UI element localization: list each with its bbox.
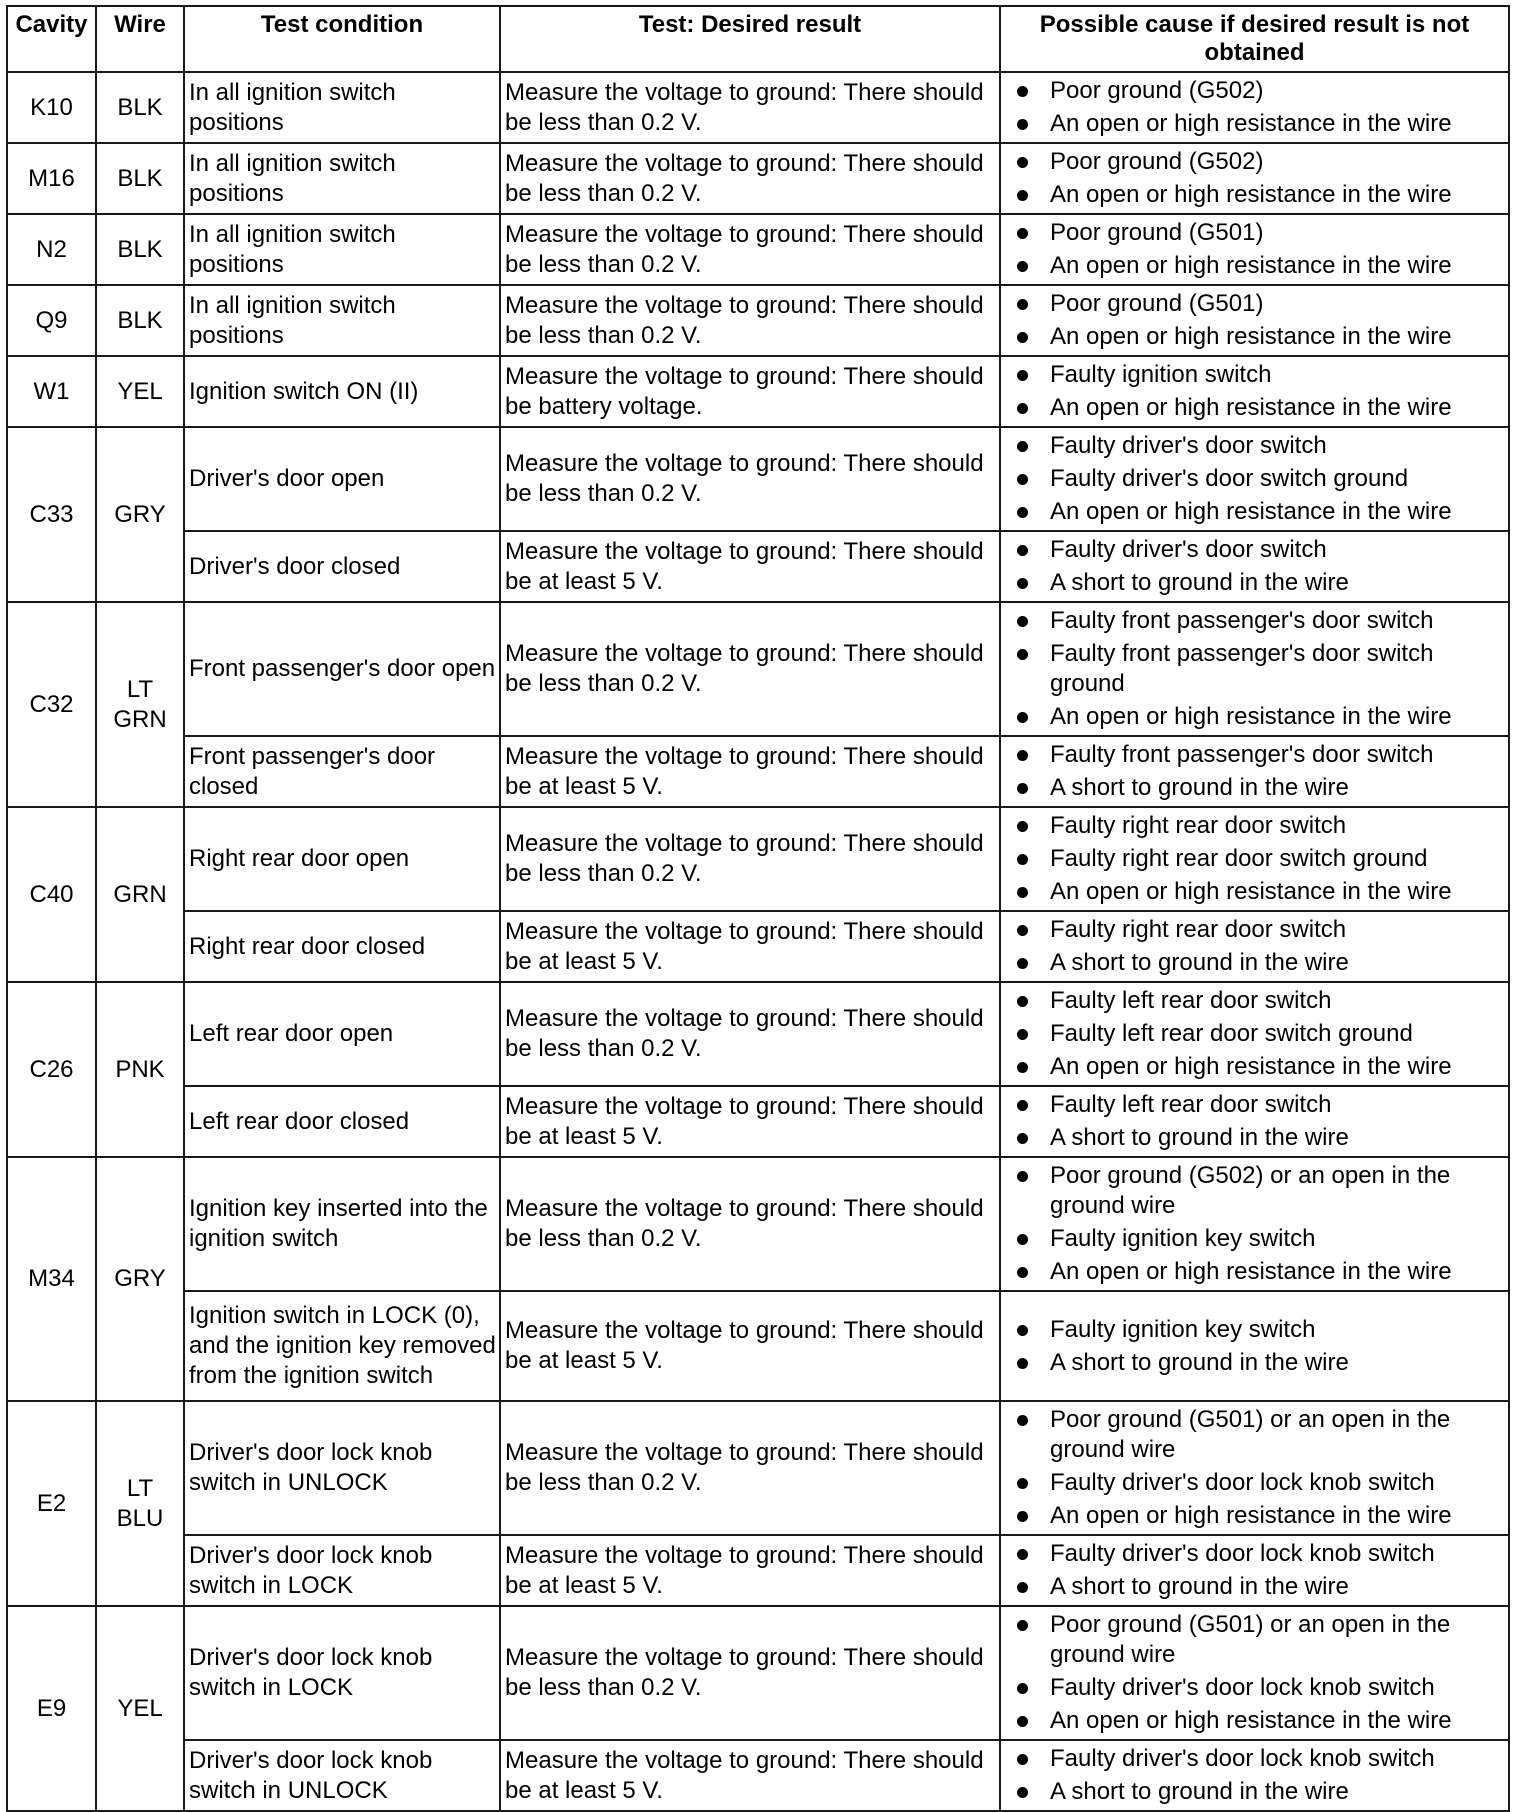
cause-text: Faulty front passenger's door switch ground: [1050, 640, 1434, 697]
bullet-icon: [1017, 854, 1028, 865]
cause-text: Faulty left rear door switch ground: [1050, 1020, 1413, 1047]
cause-text: Faulty driver's door switch: [1050, 536, 1327, 563]
cause-text: Poor ground (G502) or an open in the ground wire: [1050, 1162, 1451, 1219]
desired-result-cell: Measure the voltage to ground: There should be at least 5 V.: [500, 1291, 1000, 1401]
cause-item: [1017, 1224, 1504, 1254]
cause-item: [1017, 1501, 1504, 1531]
cause-text: Faulty driver's door switch ground: [1050, 465, 1409, 492]
cause-text: Faulty right rear door switch: [1050, 916, 1347, 943]
wire-color-cell: YEL: [96, 356, 184, 427]
table-row: [7, 285, 1509, 356]
desired-result-cell: Measure the voltage to ground: There should be less than 0.2 V.: [500, 143, 1000, 214]
cause-text: An open or high resistance in the wire: [1050, 1707, 1452, 1734]
cause-text: An open or high resistance in the wire: [1050, 1502, 1452, 1529]
cause-item: [1017, 1315, 1504, 1345]
wire-color-cell: BLK: [96, 143, 184, 214]
cause-item: [1017, 1405, 1504, 1465]
cause-item: [1017, 1257, 1504, 1287]
bullet-icon: [1017, 261, 1028, 272]
cavity-cell: Q9: [7, 285, 96, 356]
possible-cause-cell: [1000, 982, 1509, 1086]
cause-item: [1017, 702, 1504, 732]
table-row: [7, 1291, 1509, 1401]
cause-text: A short to ground in the wire: [1050, 1124, 1349, 1151]
table-row: [7, 982, 1509, 1086]
cause-text: Faulty driver's door lock knob switch: [1050, 1540, 1435, 1567]
bullet-icon: [1017, 1267, 1028, 1278]
table-row: [7, 602, 1509, 736]
cause-item: [1017, 1468, 1504, 1498]
cause-text: Poor ground (G502): [1050, 148, 1264, 175]
test-condition-cell: Right rear door closed: [184, 911, 500, 982]
bullet-icon: [1017, 1478, 1028, 1489]
cause-item: [1017, 535, 1504, 565]
test-condition-cell: Front passenger's door closed: [184, 736, 500, 807]
desired-result-cell: Measure the voltage to ground: There should be less than 0.2 V.: [500, 214, 1000, 285]
cause-item: [1017, 811, 1504, 841]
wire-color-cell: GRN: [96, 807, 184, 982]
possible-cause-cell: [1000, 143, 1509, 214]
bullet-icon: [1017, 119, 1028, 130]
cause-item: [1017, 1572, 1504, 1602]
cause-item: [1017, 639, 1504, 699]
possible-cause-cell: [1000, 214, 1509, 285]
cause-item: [1017, 1539, 1504, 1569]
cause-item: [1017, 1610, 1504, 1670]
cause-text: Faulty left rear door switch: [1050, 987, 1332, 1014]
bullet-icon: [1017, 1549, 1028, 1560]
wire-color-cell: YEL: [96, 1606, 184, 1811]
cavity-cell: C33: [7, 427, 96, 602]
bullet-icon: [1017, 887, 1028, 898]
bullet-icon: [1017, 958, 1028, 969]
cause-text: A short to ground in the wire: [1050, 1348, 1349, 1376]
test-condition-cell: Driver's door lock knob switch in UNLOCK: [184, 1401, 500, 1535]
bullet-icon: [1017, 228, 1028, 239]
bullet-icon: [1017, 86, 1028, 97]
table-body: [7, 72, 1509, 1811]
bullet-icon: [1017, 299, 1028, 310]
cavity-cell: E9: [7, 1606, 96, 1811]
bullet-icon: [1017, 1787, 1028, 1798]
possible-cause-cell: [1000, 285, 1509, 356]
test-condition-cell: Left rear door open: [184, 982, 500, 1086]
possible-cause-cell: [1000, 1740, 1509, 1811]
cause-item: [1017, 1090, 1504, 1120]
bullet-icon: [1017, 1062, 1028, 1073]
cause-text: Faulty ignition key switch: [1050, 1315, 1316, 1343]
possible-cause-cell: [1000, 531, 1509, 602]
cause-item: [1017, 1744, 1504, 1774]
header-test-condition: Test condition: [184, 6, 500, 72]
test-condition-cell: Ignition switch ON (II): [184, 356, 500, 427]
bullet-icon: [1017, 1358, 1028, 1369]
bullet-icon: [1017, 1133, 1028, 1144]
table-row: [7, 736, 1509, 807]
table-row: [7, 72, 1509, 143]
table-row: [7, 1606, 1509, 1740]
bullet-icon: [1017, 649, 1028, 660]
cause-item: [1017, 431, 1504, 461]
desired-result-cell: Measure the voltage to ground: There should be at least 5 V.: [500, 1740, 1000, 1811]
cause-item: [1017, 109, 1504, 139]
test-condition-cell: Right rear door open: [184, 807, 500, 911]
cause-text: Faulty right rear door switch: [1050, 812, 1347, 839]
test-condition-cell: In all ignition switch positions: [184, 72, 500, 143]
cavity-cell: W1: [7, 356, 96, 427]
possible-cause-cell: [1000, 1086, 1509, 1157]
cavity-cell: K10: [7, 72, 96, 143]
desired-result-cell: Measure the voltage to ground: There should be less than 0.2 V.: [500, 602, 1000, 736]
cause-item: [1017, 948, 1504, 978]
bullet-icon: [1017, 403, 1028, 414]
desired-result-cell: Measure the voltage to ground: There should be less than 0.2 V.: [500, 1401, 1000, 1535]
table-row: [7, 1740, 1509, 1811]
cause-text: Faulty left rear door switch: [1050, 1091, 1332, 1118]
cause-text: An open or high resistance in the wire: [1050, 110, 1452, 137]
cavity-cell: C40: [7, 807, 96, 982]
table-row: [7, 1401, 1509, 1535]
cause-item: [1017, 1161, 1504, 1221]
cause-text: Faulty ignition switch: [1050, 361, 1272, 388]
possible-cause-cell: [1000, 1401, 1509, 1535]
test-condition-cell: Driver's door lock knob switch in LOCK: [184, 1535, 500, 1606]
cause-text: A short to ground in the wire: [1050, 774, 1349, 801]
bullet-icon: [1017, 750, 1028, 761]
desired-result-cell: Measure the voltage to ground: There should be less than 0.2 V.: [500, 982, 1000, 1086]
bullet-icon: [1017, 783, 1028, 794]
test-condition-cell: Driver's door open: [184, 427, 500, 531]
test-condition-cell: In all ignition switch positions: [184, 214, 500, 285]
cause-text: An open or high resistance in the wire: [1050, 394, 1452, 421]
possible-cause-cell: [1000, 736, 1509, 807]
bullet-icon: [1017, 1754, 1028, 1765]
cause-text: Faulty right rear door switch ground: [1050, 845, 1428, 872]
cause-text: An open or high resistance in the wire: [1050, 1258, 1452, 1285]
desired-result-cell: Measure the voltage to ground: There should be at least 5 V.: [500, 911, 1000, 982]
header-desired-result: Test: Desired result: [500, 6, 1000, 72]
table-row: [7, 356, 1509, 427]
bullet-icon: [1017, 332, 1028, 343]
test-condition-cell: Left rear door closed: [184, 1086, 500, 1157]
bullet-icon: [1017, 712, 1028, 723]
cavity-cell: C26: [7, 982, 96, 1157]
cause-text: Faulty driver's door lock knob switch: [1050, 1469, 1435, 1496]
cause-item: [1017, 497, 1504, 527]
header-row: [7, 6, 1509, 72]
table-row: [7, 531, 1509, 602]
test-condition-cell: In all ignition switch positions: [184, 285, 500, 356]
desired-result-cell: Measure the voltage to ground: There should be less than 0.2 V.: [500, 807, 1000, 911]
wire-color-cell: PNK: [96, 982, 184, 1157]
possible-cause-cell: [1000, 72, 1509, 143]
cause-item: [1017, 1123, 1504, 1153]
table-row: [7, 1086, 1509, 1157]
table-row: [7, 1535, 1509, 1606]
cause-item: [1017, 606, 1504, 636]
header-wire: Wire: [96, 6, 184, 72]
desired-result-cell: Measure the voltage to ground: There should be less than 0.2 V.: [500, 1157, 1000, 1291]
possible-cause-cell: [1000, 911, 1509, 982]
table-row: [7, 143, 1509, 214]
cause-item: [1017, 180, 1504, 210]
bullet-icon: [1017, 1683, 1028, 1694]
cause-text: An open or high resistance in the wire: [1050, 323, 1452, 350]
cause-text: Faulty ignition key switch: [1050, 1225, 1316, 1252]
desired-result-cell: Measure the voltage to ground: There should be battery voltage.: [500, 356, 1000, 427]
cause-text: Faulty front passenger's door switch: [1050, 741, 1434, 768]
cause-item: [1017, 568, 1504, 598]
desired-result-cell: Measure the voltage to ground: There should be less than 0.2 V.: [500, 1606, 1000, 1740]
cause-text: An open or high resistance in the wire: [1050, 1053, 1452, 1080]
cavity-cell: C32: [7, 602, 96, 807]
cause-item: [1017, 218, 1504, 248]
table-row: [7, 911, 1509, 982]
desired-result-cell: Measure the voltage to ground: There should be at least 5 V.: [500, 531, 1000, 602]
possible-cause-cell: [1000, 1606, 1509, 1740]
cavity-cell: M34: [7, 1157, 96, 1401]
bullet-icon: [1017, 1325, 1028, 1336]
cause-text: Poor ground (G501) or an open in the ground wire: [1050, 1611, 1451, 1668]
wire-color-cell: LT GRN: [96, 602, 184, 807]
cause-text: An open or high resistance in the wire: [1050, 181, 1452, 208]
cause-text: Faulty driver's door switch: [1050, 432, 1327, 459]
possible-cause-cell: [1000, 1291, 1509, 1401]
cause-text: Faulty driver's door lock knob switch: [1050, 1674, 1435, 1701]
wire-color-cell: GRY: [96, 427, 184, 602]
cause-text: Faulty driver's door lock knob switch: [1050, 1745, 1435, 1772]
bullet-icon: [1017, 370, 1028, 381]
possible-cause-cell: [1000, 1157, 1509, 1291]
cavity-cell: E2: [7, 1401, 96, 1606]
bullet-icon: [1017, 821, 1028, 832]
cause-item: [1017, 360, 1504, 390]
cause-item: [1017, 1673, 1504, 1703]
test-condition-cell: Ignition key inserted into the ignition switch: [184, 1157, 500, 1291]
wire-color-cell: BLK: [96, 285, 184, 356]
desired-result-cell: Measure the voltage to ground: There should be less than 0.2 V.: [500, 427, 1000, 531]
test-condition-cell: In all ignition switch positions: [184, 143, 500, 214]
bullet-icon: [1017, 157, 1028, 168]
test-condition-cell: Driver's door lock knob switch in UNLOCK: [184, 1740, 500, 1811]
cause-text: Faulty front passenger's door switch: [1050, 607, 1434, 634]
bullet-icon: [1017, 441, 1028, 452]
cause-item: [1017, 986, 1504, 1016]
possible-cause-cell: [1000, 427, 1509, 531]
bullet-icon: [1017, 1171, 1028, 1182]
cause-item: [1017, 76, 1504, 106]
bullet-icon: [1017, 1511, 1028, 1522]
bullet-icon: [1017, 1716, 1028, 1727]
bullet-icon: [1017, 474, 1028, 485]
diagnostic-table: [6, 5, 1510, 1812]
cause-item: [1017, 251, 1504, 281]
possible-cause-cell: [1000, 1535, 1509, 1606]
desired-result-cell: Measure the voltage to ground: There should be less than 0.2 V.: [500, 285, 1000, 356]
cause-text: Poor ground (G501): [1050, 219, 1264, 246]
cause-item: [1017, 1706, 1504, 1736]
bullet-icon: [1017, 578, 1028, 589]
cause-item: [1017, 322, 1504, 352]
cause-item: [1017, 289, 1504, 319]
desired-result-cell: Measure the voltage to ground: There should be at least 5 V.: [500, 1535, 1000, 1606]
wire-color-cell: BLK: [96, 214, 184, 285]
bullet-icon: [1017, 1029, 1028, 1040]
desired-result-cell: Measure the voltage to ground: There should be at least 5 V.: [500, 736, 1000, 807]
cause-item: [1017, 147, 1504, 177]
bullet-icon: [1017, 616, 1028, 627]
wire-color-cell: GRY: [96, 1157, 184, 1401]
cause-text: An open or high resistance in the wire: [1050, 703, 1452, 730]
bullet-icon: [1017, 1415, 1028, 1426]
cause-text: An open or high resistance in the wire: [1050, 878, 1452, 905]
desired-result-cell: Measure the voltage to ground: There should be at least 5 V.: [500, 1086, 1000, 1157]
wire-color-cell: BLK: [96, 72, 184, 143]
cause-item: [1017, 1777, 1504, 1807]
test-condition-cell: Front passenger's door open: [184, 602, 500, 736]
test-condition-cell: Ignition switch in LOCK (0), and the ignition key removed from the ignition switch: [184, 1291, 500, 1401]
bullet-icon: [1017, 996, 1028, 1007]
bullet-icon: [1017, 1100, 1028, 1111]
table-row: [7, 214, 1509, 285]
possible-cause-cell: [1000, 807, 1509, 911]
test-condition-cell: Driver's door lock knob switch in LOCK: [184, 1606, 500, 1740]
bullet-icon: [1017, 925, 1028, 936]
bullet-icon: [1017, 190, 1028, 201]
bullet-icon: [1017, 1582, 1028, 1593]
bullet-icon: [1017, 1234, 1028, 1245]
cause-text: A short to ground in the wire: [1050, 949, 1349, 976]
cause-item: [1017, 915, 1504, 945]
possible-cause-cell: [1000, 356, 1509, 427]
cause-item: [1017, 773, 1504, 803]
cause-item: [1017, 393, 1504, 423]
cause-text: Poor ground (G501): [1050, 290, 1264, 317]
cause-text: A short to ground in the wire: [1050, 1778, 1349, 1805]
cavity-cell: N2: [7, 214, 96, 285]
cause-text: Poor ground (G501) or an open in the ground wire: [1050, 1406, 1451, 1463]
table-row: [7, 1157, 1509, 1291]
cause-item: [1017, 1052, 1504, 1082]
cause-item: [1017, 740, 1504, 770]
test-condition-cell: Driver's door closed: [184, 531, 500, 602]
table-row: [7, 427, 1509, 531]
cavity-cell: M16: [7, 143, 96, 214]
wire-color-cell: LT BLU: [96, 1401, 184, 1606]
desired-result-cell: Measure the voltage to ground: There should be less than 0.2 V.: [500, 72, 1000, 143]
bullet-icon: [1017, 507, 1028, 518]
header-possible-cause: Possible cause if desired result is not obtained: [1000, 6, 1509, 72]
cause-text: An open or high resistance in the wire: [1050, 498, 1452, 525]
cause-item: [1017, 877, 1504, 907]
bullet-icon: [1017, 545, 1028, 556]
cause-text: A short to ground in the wire: [1050, 1573, 1349, 1600]
cause-item: [1017, 844, 1504, 874]
cause-text: An open or high resistance in the wire: [1050, 252, 1452, 279]
cause-item: [1017, 464, 1504, 494]
cause-text: Poor ground (G502): [1050, 77, 1264, 104]
table-row: [7, 807, 1509, 911]
cause-text: A short to ground in the wire: [1050, 569, 1349, 596]
bullet-icon: [1017, 1620, 1028, 1631]
cause-item: [1017, 1019, 1504, 1049]
header-cavity: Cavity: [7, 6, 96, 72]
cause-item: [1017, 1348, 1504, 1378]
possible-cause-cell: [1000, 602, 1509, 736]
